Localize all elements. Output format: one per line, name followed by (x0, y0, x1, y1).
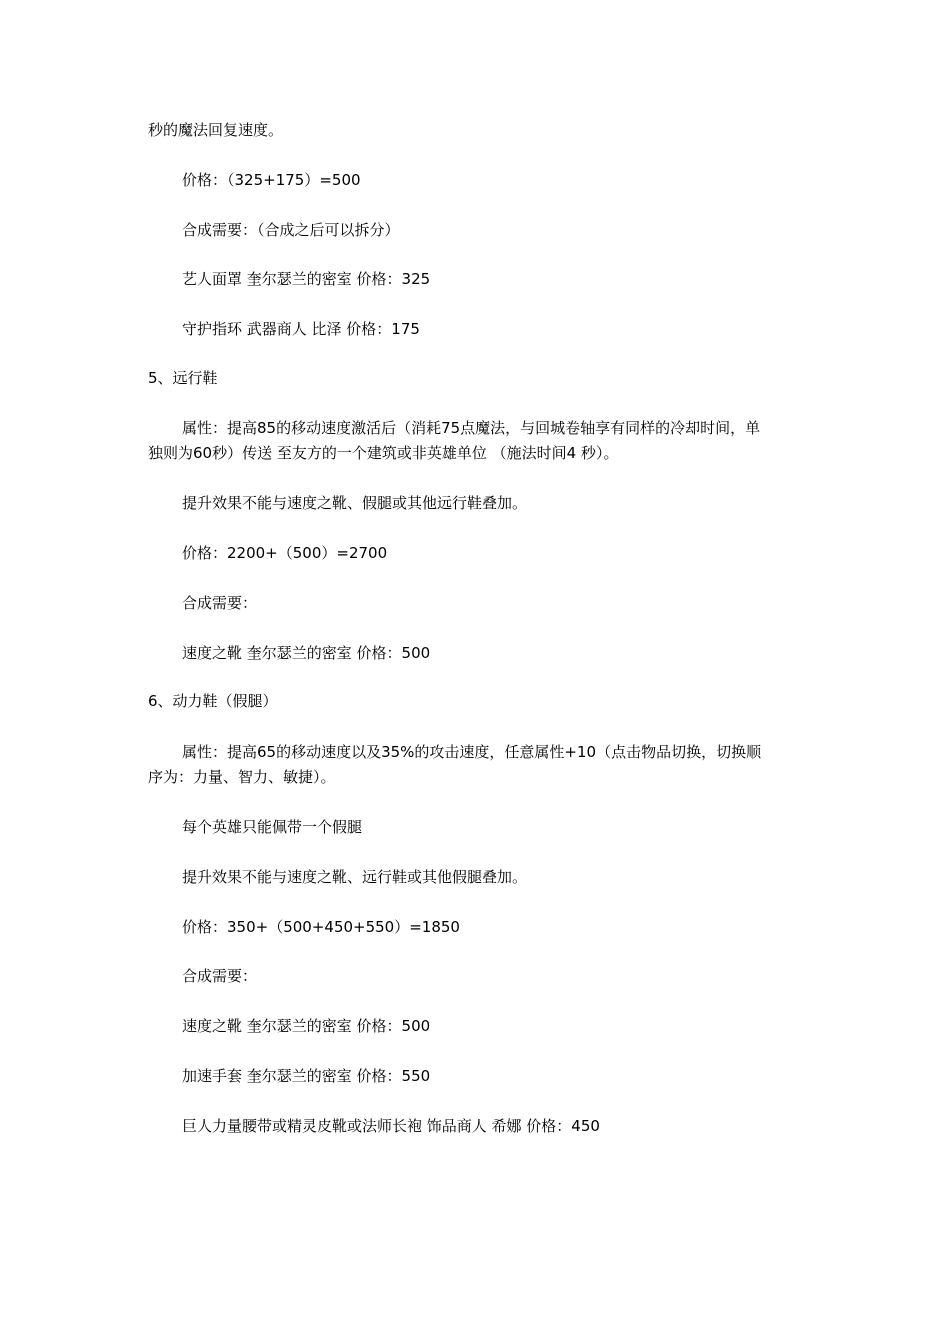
component-line: 巨人力量腰带或精灵皮靴或法师长袍 饰品商人 希娜 价格：450 (182, 1117, 600, 1135)
attribute-line-cont: 序为：力量、智力、敏捷）。 (148, 768, 336, 786)
attribute-line: 属性：提高65的移动速度以及35%的攻击速度，任意属性+10（点击物品切换，切换顺 (182, 743, 762, 761)
text-line: 秒的魔法回复速度。 (148, 121, 284, 139)
section-heading: 5、远行鞋 (148, 369, 218, 387)
section-heading: 6、动力鞋（假腿） (148, 692, 278, 710)
note-line: 提升效果不能与速度之靴、远行鞋或其他假腿叠加。 (182, 868, 528, 886)
requirements-line: 合成需要： (182, 594, 258, 612)
component-line: 速度之靴 奎尔瑟兰的密室 价格：500 (182, 1017, 431, 1035)
attribute-line-cont: 独则为60秒）传送 至友方的一个建筑或非英雄单位 （施法时间4 秒）。 (148, 444, 619, 462)
requirements-line: 合成需要： (182, 967, 258, 985)
component-line: 守护指环 武器商人 比泽 价格：175 (182, 320, 420, 338)
note-line: 提升效果不能与速度之靴、假腿或其他远行鞋叠加。 (182, 494, 528, 512)
price-line: 价格：350+（500+450+550）=1850 (182, 918, 460, 936)
component-line: 速度之靴 奎尔瑟兰的密室 价格：500 (182, 644, 431, 662)
price-line: 价格：（325+175）=500 (182, 171, 361, 189)
component-line: 艺人面罩 奎尔瑟兰的密室 价格：325 (182, 270, 431, 288)
requirements-line: 合成需要：（合成之后可以拆分） (182, 221, 400, 239)
note-line: 每个英雄只能佩带一个假腿 (182, 818, 363, 836)
price-line: 价格：2200+（500）=2700 (182, 544, 388, 562)
component-line: 加速手套 奎尔瑟兰的密室 价格：550 (182, 1067, 431, 1085)
attribute-line: 属性：提高85的移动速度激活后（消耗75点魔法，与回城卷轴享有同样的冷却时间，单 (182, 419, 761, 437)
